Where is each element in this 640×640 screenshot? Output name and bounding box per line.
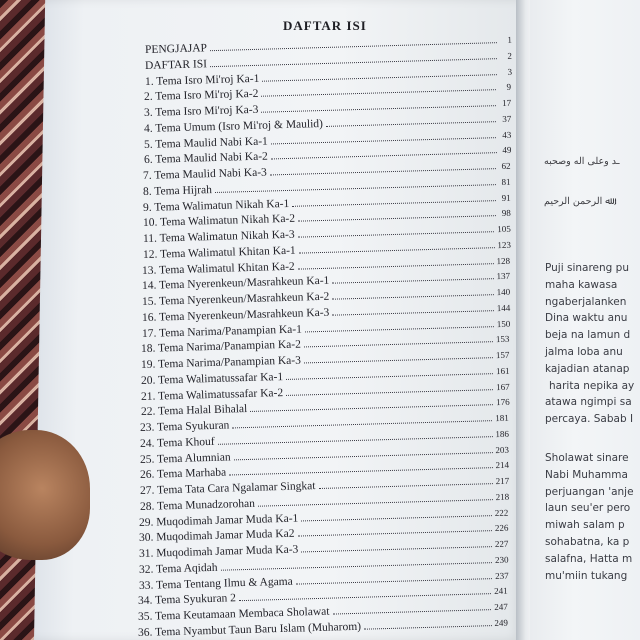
- toc-entry-label: 20. Tema Walimatussafar Ka-1: [140, 370, 284, 387]
- body-text-line: maha kawasa: [545, 278, 618, 291]
- toc-entry-page: 17: [502, 97, 512, 108]
- toc-entry-page: 98: [501, 207, 511, 219]
- toc-leader-dots: [318, 474, 492, 489]
- body-text-line: salafna, Hatta m: [545, 552, 633, 565]
- toc-entry-page: 49: [501, 144, 512, 156]
- toc-entry-label: 35. Tema Keutamaan Membaca Sholawat: [138, 605, 330, 623]
- toc-entry-page: 176: [495, 396, 510, 408]
- toc-entry-page: 247: [494, 601, 509, 613]
- toc-entry-page: 128: [496, 255, 511, 266]
- body-text-line: sohabatna, ka p: [545, 536, 630, 548]
- body-text-line: mu'miin tukang: [545, 569, 628, 582]
- toc-entry-label: 33. Tema Tentang Ilmu & Agama: [138, 575, 293, 592]
- body-text-line: Sholawat sinare: [545, 452, 629, 464]
- toc-entry-label: 14. Tema Nyerenkeun/Masrahkeun Ka-1: [141, 275, 330, 293]
- arabic-line: ـد وعلى اله وصحبه: [544, 156, 620, 167]
- body-text-line: laun seu'er pero: [545, 502, 631, 515]
- toc-entry-label: 15. Tema Nyerenkeun/Masrahkeun Ka-2: [141, 290, 330, 308]
- toc-entry-page: 150: [496, 318, 511, 329]
- toc-entry-page: 144: [496, 302, 511, 313]
- thumb: [0, 430, 90, 560]
- toc-entry-label: 16. Tema Nyerenkeun/Masrahkeun Ka-3: [141, 306, 330, 324]
- toc-entry-label: 27. Tema Tata Cara Ngalamar Singkat: [139, 480, 316, 497]
- toc-entry-page: 230: [494, 554, 509, 565]
- toc-entry-page: 81: [501, 176, 512, 187]
- toc-entry-page: 2: [507, 50, 512, 61]
- body-text-line: perjuangan 'anje: [545, 485, 634, 498]
- body-text-line: beja na lamun d: [545, 329, 631, 342]
- toc-entry-label: 3. Tema Isro Mi'roj Ka-3: [144, 103, 259, 119]
- toc-entry-label: 2. Tema Isro Mi'roj Ka-2: [144, 88, 259, 104]
- toc-entry-page: 203: [495, 444, 510, 455]
- toc-entry-label: 21. Tema Walimatussafar Ka-2: [140, 386, 284, 403]
- toc-entry-page: 222: [494, 507, 509, 518]
- toc-entry-page: 237: [494, 570, 509, 581]
- toc-entry-label: 31. Muqodimah Jamar Muda Ka-3: [138, 543, 299, 560]
- toc-entry-page: 249: [494, 617, 508, 628]
- toc-entry-label: 30. Muqodimah Jamar Muda Ka2: [138, 527, 295, 545]
- toc-entry-page: 161: [495, 365, 510, 376]
- toc-entry-page: 153: [496, 333, 510, 345]
- body-text-line: kajadian atanap: [545, 362, 630, 375]
- toc-entry-label: 17. Tema Narima/Panampian Ka-1: [141, 323, 302, 340]
- toc-entry-label: 23. Tema Syukuran: [140, 419, 230, 434]
- toc-entry-label: 28. Tema Munadzorohan: [139, 497, 255, 513]
- toc-entry-label: 18. Tema Narima/Panampian Ka-2: [141, 338, 302, 356]
- toc-entry-label: DAFTAR ISI: [144, 58, 207, 72]
- body-text-line: harita nepika ay: [549, 379, 635, 392]
- toc-entry-label: 12. Tema Walimatul Khitan Ka-1: [142, 244, 296, 261]
- toc-entry-page: 214: [495, 459, 510, 471]
- toc-entry-label: 29. Muqodimah Jamar Muda Ka-1: [139, 512, 299, 529]
- toc-entry-page: 241: [494, 585, 509, 597]
- toc-entry-page: 181: [495, 412, 510, 424]
- toc-entry-page: 105: [496, 223, 511, 235]
- body-text-line: Dina waktu anu: [545, 312, 628, 325]
- toc-entry-label: 5. Tema Maulid Nabi Ka-1: [143, 135, 268, 151]
- toc-entry-label: 36. Tema Nyambut Taun Baru Islam (Muharom): [137, 620, 362, 639]
- toc-leader-dots: [210, 33, 497, 51]
- toc-entry-label: 25. Tema Alumnian: [139, 450, 231, 466]
- body-text-line: Puji sinareng pu: [545, 262, 629, 274]
- toc-leader-dots: [364, 616, 492, 630]
- toc-entry-page: 62: [501, 160, 512, 171]
- toc-entry-page: 37: [502, 113, 512, 124]
- toc-entry-label: 24. Tema Khouf: [140, 435, 216, 450]
- toc-entry-page: 218: [495, 491, 509, 502]
- toc-entry-page: 157: [496, 349, 510, 361]
- toc-entry-label: 4. Tema Umum (Isro Mi'roj & Maulid): [143, 117, 324, 135]
- arabic-line: ﷲ الرحمن الرحيم ;: [544, 196, 618, 207]
- toc-entry-page: 140: [496, 286, 511, 298]
- body-text-line: atawa ngimpi sa: [545, 396, 632, 409]
- toc-entry-label: 1. Tema Isro Mi'roj Ka-1: [144, 72, 260, 88]
- toc-leader-dots: [332, 600, 491, 614]
- toc-leader-dots: [332, 285, 494, 300]
- toc-entry-page: 226: [494, 522, 509, 534]
- body-text-line: miwah salam p: [545, 519, 625, 532]
- toc-entry-label: 10. Tema Walimatun Nikah Ka-2: [142, 213, 296, 230]
- toc-entry-page: 217: [495, 475, 509, 487]
- toc-title: DAFTAR ISI: [283, 18, 367, 33]
- toc-entry-page: 91: [501, 192, 511, 203]
- toc-entry-label: 19. Tema Narima/Panampian Ka-3: [141, 354, 302, 371]
- toc-entry-page: 137: [496, 270, 511, 282]
- toc-entry-label: 9. Tema Walimatun Nikah Ka-1: [142, 197, 290, 214]
- toc-entry-page: 227: [494, 538, 509, 550]
- toc-entry-label: 13. Tema Walimatul Khitan Ka-2: [142, 260, 296, 277]
- body-text-line: jalma loba anu: [545, 346, 623, 358]
- body-text-line: Nabi Muhamma: [545, 468, 628, 481]
- toc-entry-label: 8. Tema Hijrah: [143, 183, 213, 198]
- toc-entry-label: PENGJAJAP: [144, 42, 208, 56]
- toc-entry-page: 123: [496, 239, 511, 250]
- toc-entry-page: 167: [495, 381, 510, 392]
- toc-entry-page: 43: [502, 129, 512, 140]
- toc-entry-label: 32. Tema Aqidah: [138, 561, 218, 576]
- toc-entry-label: 6. Tema Maulid Nabi Ka-2: [143, 150, 268, 167]
- toc-entry-page: 186: [495, 428, 510, 439]
- toc-entry-page: 3: [506, 66, 512, 77]
- toc-leader-dots: [332, 301, 494, 316]
- toc-entry-label: 34. Tema Syukuran 2: [138, 592, 237, 608]
- toc-entry-label: 7. Tema Maulid Nabi Ka-3: [143, 166, 268, 182]
- toc-entry-page: 1: [507, 34, 512, 45]
- toc-entry-label: 11. Tema Walimatun Nikah Ka-3: [142, 228, 295, 245]
- toc-entry-label: 26. Tema Marhaba: [139, 466, 227, 482]
- toc-entry-page: 9: [506, 81, 512, 93]
- toc-entry-label: 22. Tema Halal Bihalal: [140, 403, 248, 419]
- body-text-line: percaya. Sabab I: [545, 413, 634, 426]
- body-text-line: ngaberjalanken: [545, 295, 627, 308]
